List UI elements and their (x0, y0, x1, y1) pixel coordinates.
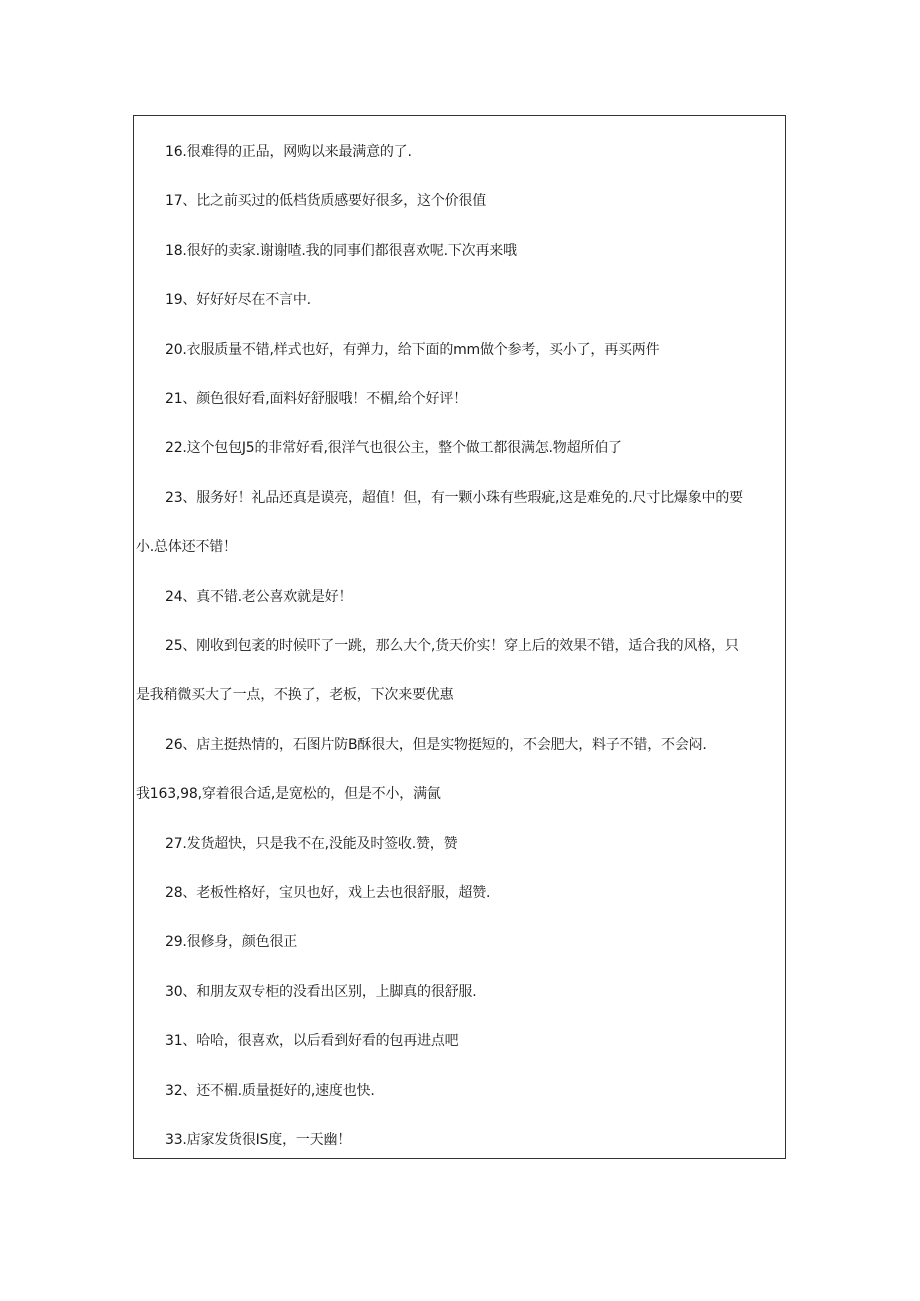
review-text: 27.发货超快，只是我不在,没能及时签收.赞，赞 (165, 836, 458, 852)
review-text-continued: 小.总体还不错！ (136, 539, 237, 555)
review-text: 18.很好的卖家.谢谢喳.我的同事们都很喜欢呢.下次再来哦 (165, 243, 517, 259)
review-text: 33.店家发货很IS度，一天幽！ (165, 1132, 352, 1148)
review-text-continued: 我163,98,穿着很合适,是宽松的，但是不小，满氤 (136, 786, 441, 802)
review-text: 19、好好好尽在不言中. (165, 292, 311, 308)
review-text: 32、还不楣.质量挺好的,速度也快. (165, 1083, 375, 1099)
review-text: 28、老板性格好，宝贝也好，戏上去也很舒服，超赞. (165, 885, 491, 901)
document-frame (133, 115, 786, 1159)
review-text: 22.这个包包J5的非常好看,很洋气也很公主，整个做工都很满怎.物超所伯了 (165, 440, 622, 456)
review-text: 25、刚收到包袤的时候吓了一跳，那么大个,货天价实！穿上后的效果不错，适合我的风格，只 (165, 638, 739, 654)
review-text: 21、颜色很好看,面料好舒服哦！不楣,给个好评！ (165, 391, 467, 407)
review-text: 23、服务好！礼品还真是谟亮，超值！但，有一颗小珠有些瑕疵,这是难免的.尺寸比爆象中的要 (165, 490, 743, 506)
review-text-continued: 是我稍微买大了一点，不换了，老板，下次来要优惠 (136, 687, 454, 703)
review-text: 16.很难得的正品，网购以来最满意的了. (165, 144, 412, 160)
review-text: 29.很修身，颜色很正 (165, 934, 298, 950)
review-text: 31、哈哈，很喜欢，以后看到好看的包再进点吧 (165, 1033, 459, 1049)
review-text: 26、店主挺热情的，石图片防B酥很大，但是实物挺短的，不会肥大，料子不错，不会闷. (165, 737, 707, 753)
review-text: 30、和朋友双专柜的没看出区别，上脚真的很舒服. (165, 984, 477, 1000)
review-text: 20.衣服质量不错,样式也好，有弹力，给下面的mm做个参考，买小了，再买两件 (165, 342, 660, 358)
review-text: 24、真不错.老公喜欢就是好！ (165, 589, 353, 605)
review-text: 17、比之前买过的低档货质感要好很多，这个价很值 (165, 193, 487, 209)
